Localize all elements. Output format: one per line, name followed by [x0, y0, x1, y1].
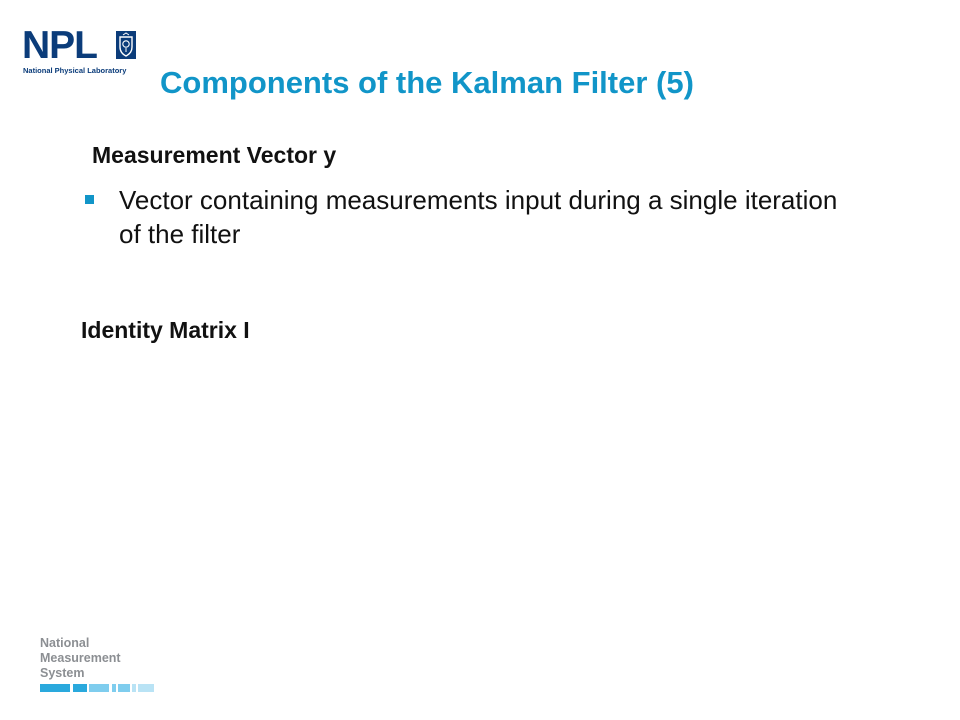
npl-subtitle: National Physical Laboratory: [23, 66, 127, 75]
nms-stripe-bar-icon: [40, 684, 154, 692]
nms-line-system: System: [40, 666, 85, 680]
nms-line-measurement: Measurement: [40, 651, 121, 665]
nms-logo: [40, 636, 170, 696]
npl-logo: [22, 24, 142, 78]
bullet-text: Vector containing measurements input during a single iteration of the filter: [119, 185, 838, 249]
identity-matrix-heading: Identity Matrix I: [81, 317, 250, 343]
slide-title: Components of the Kalman Filter (5): [160, 65, 694, 100]
measurement-bullet-list: [82, 183, 842, 251]
nms-line-national: National: [40, 636, 90, 650]
npl-wordmark: NPL: [22, 24, 97, 67]
square-bullet-icon: [85, 195, 94, 204]
crest-icon: [116, 31, 136, 59]
bullet-item: [82, 183, 842, 251]
measurement-vector-heading: Measurement Vector y: [92, 142, 337, 168]
